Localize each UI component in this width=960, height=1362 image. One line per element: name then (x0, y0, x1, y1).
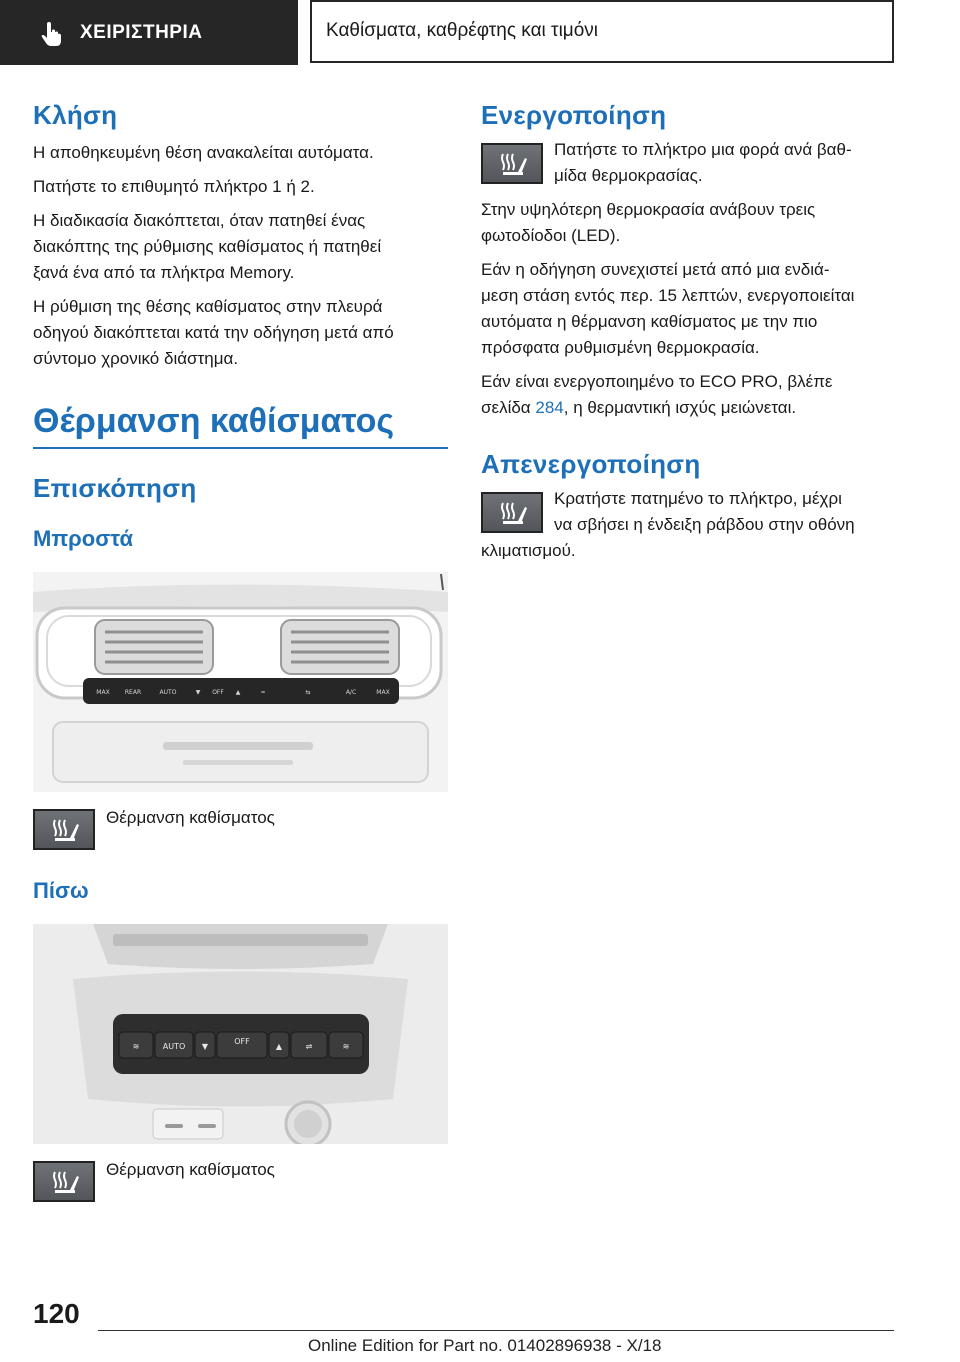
deactivate-instruction (481, 489, 901, 538)
svg-text:AUTO: AUTO (162, 1042, 186, 1051)
activate-p3-line: πρόσφατα ρυθμισμένη θερμοκρασία. (481, 338, 760, 357)
seat-heating-icon (33, 809, 95, 850)
right-column (481, 100, 901, 564)
recall-p1: Η αποθηκευμένη θέση ανακαλείται αυτόματα. (33, 143, 374, 162)
svg-text:⇌: ⇌ (305, 1042, 313, 1051)
deactivate-line: να σβήσει η ένδειξη ράβδου στην οθόνη (554, 515, 855, 534)
deactivate-line: Κρατήστε πατημένο το πλήκτρο, μέχρι (554, 489, 842, 508)
front-console-photo (33, 572, 448, 792)
recall-p4-line: σύντομο χρονικό διάστημα. (33, 349, 239, 368)
svg-text:AUTO: AUTO (159, 689, 177, 696)
activate-line: Πατήστε το πλήκτρο μια φορά ανά βαθ- (554, 140, 852, 159)
page-ref-prefix: σελίδα (481, 398, 536, 417)
svg-text:≈: ≈ (260, 689, 266, 696)
page-ref-link[interactable]: 284 (535, 398, 564, 417)
main-heading: Θέρμανση καθίσματος (33, 402, 448, 449)
recall-title: Κλήση (33, 100, 118, 130)
overview-title: Επισκόπηση (33, 473, 197, 503)
front-title: Μπροστά (33, 526, 133, 551)
recall-p2: Πατήστε το επιθυμητό πλήκτρο 1 ή 2. (33, 177, 315, 196)
header-chapter (310, 0, 894, 63)
activate-p2-line: φωτοδίοδοι (LED). (481, 226, 621, 245)
recall-p4-line: Η ρύθμιση της θέσης καθίσματος στην πλευρά (33, 297, 383, 316)
page-ref-suffix: , η θερμαντική ισχύς μειώνεται. (563, 398, 797, 417)
deactivate-line: κλιματισμού. (481, 541, 576, 560)
activate-p3-line: αυτόματα η θέρμανση καθίσματος με την πιο (481, 312, 818, 331)
front-console-illustration (33, 572, 448, 792)
left-column (33, 100, 448, 1202)
svg-text:OFF: OFF (234, 1037, 250, 1046)
header-chapter-label: Καθίσματα, καθρέφτης και τιμόνι (326, 19, 599, 41)
svg-text:▼: ▼ (195, 689, 201, 696)
recall-p3-line: ξανά ένα από τα πλήκτρα Memory. (33, 263, 295, 282)
svg-text:▲: ▲ (235, 689, 241, 696)
header-section-tab (0, 0, 298, 65)
activate-line: μίδα θερμοκρασίας. (554, 166, 703, 185)
recall-p3-line: διακόπτης της ρύθμισης καθίσματος ή πατηθεί (33, 237, 382, 256)
hand-pointer-icon (40, 20, 66, 46)
svg-text:OFF: OFF (212, 689, 224, 696)
svg-text:A/C: A/C (345, 689, 357, 696)
front-caption: Θέρμανση καθίσματος (106, 808, 275, 827)
front-seat-heating-legend (33, 809, 448, 850)
activate-p4-line (481, 395, 901, 421)
svg-text:REAR: REAR (124, 689, 142, 696)
recall-p3-line: Η διαδικασία διακόπτεται, όταν πατηθεί ένας (33, 211, 366, 230)
recall-p4-line: οδηγού διακόπτεται κατά την οδήγηση μετά από (33, 323, 394, 342)
activate-p3-line: μεση στάση εντός περ. 15 λεπτών, ενεργοποιείται (481, 286, 855, 305)
rear-console-photo (33, 924, 448, 1144)
activate-title: Ενεργοποίηση (481, 100, 667, 130)
footer-edition: Online Edition for Part no. 01402896938 - X/18 (308, 1336, 662, 1355)
rear-seat-heating-legend (33, 1161, 448, 1202)
header-section-label: ΧΕΙΡΙΣΤΗΡΙΑ (80, 21, 203, 43)
svg-text:MAX: MAX (376, 689, 390, 696)
svg-text:≋: ≋ (342, 1042, 350, 1051)
rear-console-illustration (33, 924, 448, 1144)
seat-heating-icon (481, 492, 543, 533)
seat-heating-icon (481, 143, 543, 184)
svg-text:≋: ≋ (132, 1042, 140, 1051)
seat-heating-icon (33, 1161, 95, 1202)
svg-text:⇆: ⇆ (305, 689, 311, 696)
svg-text:MAX: MAX (96, 689, 110, 696)
activate-instruction (481, 140, 901, 189)
page-number: 120 (33, 1298, 80, 1329)
svg-text:▲: ▲ (275, 1042, 283, 1051)
activate-p2-line: Στην υψηλότερη θερμοκρασία ανάβουν τρεις (481, 200, 816, 219)
activate-p3-line: Εάν η οδήγηση συνεχιστεί μετά από μια ενδιά- (481, 260, 830, 279)
deactivate-title: Απενεργοποίηση (481, 449, 701, 479)
rear-title: Πίσω (33, 878, 89, 903)
rear-caption: Θέρμανση καθίσματος (106, 1160, 275, 1179)
footer-divider (98, 1330, 894, 1331)
activate-p4-line: Εάν είναι ενεργοποιημένο το ECO PRO, βλέπε (481, 372, 833, 391)
svg-text:▼: ▼ (201, 1042, 209, 1051)
